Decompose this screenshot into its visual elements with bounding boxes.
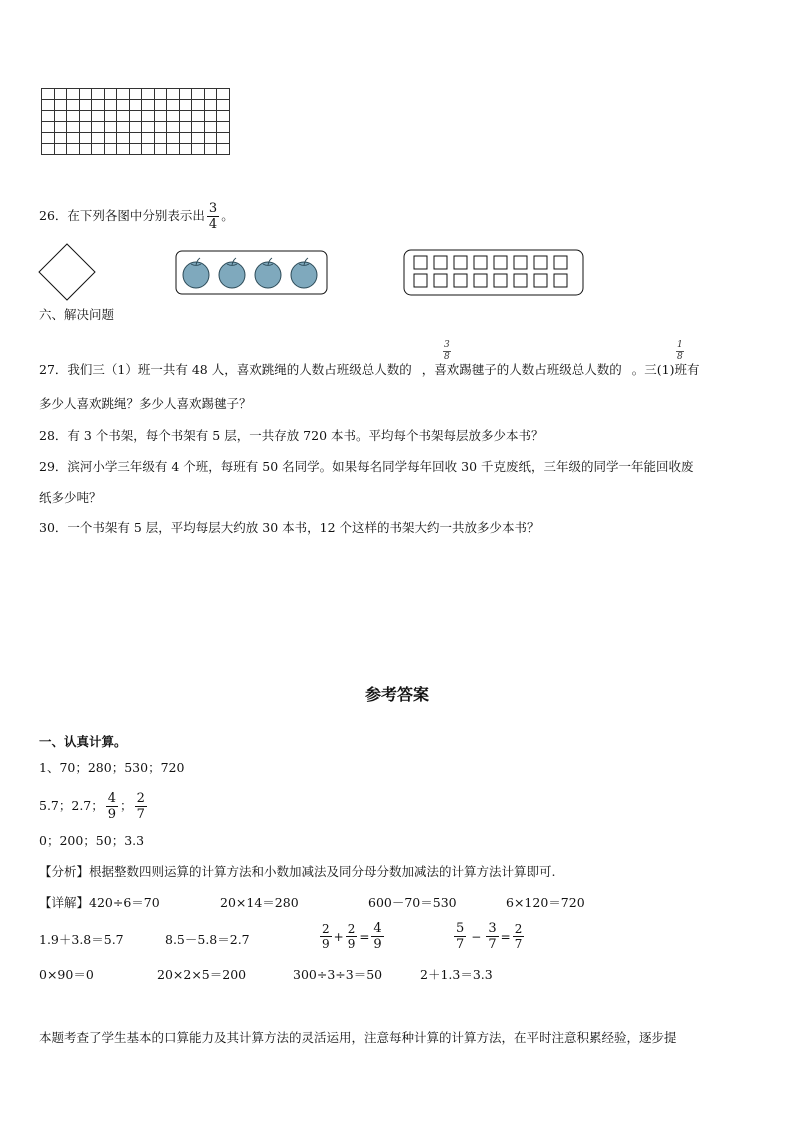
grid-cell bbox=[204, 111, 217, 122]
grid-cell bbox=[92, 100, 105, 111]
grid-cell bbox=[54, 144, 67, 155]
grid-cell bbox=[142, 144, 155, 155]
question-28: 28．有 3 个书架，每个书架有 5 层，一共存放 720 本书。平均每个书架每层放多少本书？ bbox=[39, 428, 544, 443]
grid-cell bbox=[54, 89, 67, 100]
small-square bbox=[514, 274, 527, 287]
small-square bbox=[494, 256, 507, 269]
apple-icon bbox=[291, 258, 317, 288]
grid-cell bbox=[154, 122, 167, 133]
grid-cell bbox=[129, 111, 142, 122]
fraction-equation-1: $\frac{2}{9}$ + $\frac{2}{9}$ = $\frac{4}{9}$ bbox=[322, 921, 382, 952]
grid-cell bbox=[167, 133, 180, 144]
grid-cell bbox=[217, 89, 230, 100]
equation: 6×120＝720 bbox=[506, 895, 585, 910]
grid-cell bbox=[179, 122, 192, 133]
answer-2: 5.7；2.7； $\frac{4}{9}$ ； $\frac{2}{7}$ bbox=[39, 791, 145, 822]
small-square bbox=[494, 274, 507, 287]
grid-cell bbox=[179, 111, 192, 122]
grid-cell bbox=[92, 144, 105, 155]
small-square bbox=[474, 256, 487, 269]
grid-cell bbox=[42, 89, 55, 100]
grid-cell bbox=[129, 89, 142, 100]
section-heading: 六、解决问题 bbox=[39, 307, 115, 322]
grid-cell bbox=[67, 122, 80, 133]
answers-title: 参考答案 bbox=[364, 685, 429, 704]
small-square bbox=[474, 274, 487, 287]
grid-cell bbox=[204, 144, 217, 155]
small-square bbox=[454, 256, 467, 269]
grid-cell bbox=[67, 100, 80, 111]
grid-cell bbox=[42, 111, 55, 122]
apple-icon bbox=[255, 258, 281, 288]
grid-cell bbox=[192, 111, 205, 122]
small-square bbox=[454, 274, 467, 287]
grid-cell bbox=[42, 122, 55, 133]
fraction-3-8: $\frac{3}{8}$ bbox=[444, 340, 450, 362]
grid-cell bbox=[79, 122, 92, 133]
grid-cell bbox=[192, 89, 205, 100]
grid-cell bbox=[117, 111, 130, 122]
grid-cell bbox=[117, 89, 130, 100]
question-26: 26．在下列各图中分别表示出 $\frac{3}{4}$ 。 bbox=[39, 201, 234, 232]
equation: 20×14＝280 bbox=[220, 895, 299, 910]
grid-cell bbox=[42, 100, 55, 111]
grid-cell bbox=[117, 122, 130, 133]
question-30: 30．一个书架有 5 层，平均每层大约放 30 本书，12 个这样的书架大约一共放多少本书？ bbox=[39, 520, 540, 535]
answer-3: 0；200；50；3.3 bbox=[39, 833, 145, 848]
answers-section-1: 一、认真计算。 bbox=[39, 734, 127, 749]
question-27-line1: 27．我们三（1）班一共有 48 人，喜欢跳绳的人数占班级总人数的 ，喜欢踢毽子的人数占班级总人数的 。三(1)班有 bbox=[39, 362, 700, 377]
grid-cell bbox=[142, 89, 155, 100]
small-square bbox=[534, 274, 547, 287]
grid-cell bbox=[117, 100, 130, 111]
grid-cell bbox=[104, 144, 117, 155]
grid-cell bbox=[104, 100, 117, 111]
small-square bbox=[514, 256, 527, 269]
apple-icon bbox=[219, 258, 245, 288]
small-square bbox=[554, 256, 567, 269]
grid-cell bbox=[129, 144, 142, 155]
equation: 20×2×5＝200 bbox=[157, 967, 247, 982]
grid-cell bbox=[79, 100, 92, 111]
squares-figure bbox=[403, 249, 585, 297]
small-square bbox=[434, 274, 447, 287]
grid-cell bbox=[42, 133, 55, 144]
summary: 本题考查了学生基本的口算能力及其计算方法的灵活运用，注意每种计算的计算方法，在平时注意积累经验，逐步提 bbox=[39, 1030, 677, 1045]
grid-cell bbox=[92, 111, 105, 122]
analysis: 【分析】根据整数四则运算的计算方法和小数加减法及同分母分数加减法的计算方法计算即可. bbox=[39, 864, 556, 879]
grid-cell bbox=[54, 100, 67, 111]
equation: 8.5－5.8＝2.7 bbox=[165, 932, 250, 947]
grid-cell bbox=[117, 133, 130, 144]
question-29-line2: 纸多少吨？ bbox=[39, 490, 102, 505]
grid-cell bbox=[92, 89, 105, 100]
small-square bbox=[534, 256, 547, 269]
grid-cell bbox=[104, 89, 117, 100]
grid-cell bbox=[167, 89, 180, 100]
grid-cell bbox=[67, 133, 80, 144]
grid-cell bbox=[154, 111, 167, 122]
grid-cell bbox=[92, 122, 105, 133]
small-square bbox=[434, 256, 447, 269]
small-square bbox=[414, 256, 427, 269]
small-square bbox=[414, 274, 427, 287]
equation: 0×90＝0 bbox=[39, 967, 94, 982]
grid-cell bbox=[154, 133, 167, 144]
grid-cell bbox=[192, 144, 205, 155]
grid-cell bbox=[179, 100, 192, 111]
grid-cell bbox=[192, 100, 205, 111]
grid-cell bbox=[142, 133, 155, 144]
apple-icon bbox=[183, 258, 209, 288]
grid-cell bbox=[67, 111, 80, 122]
grid-cell bbox=[167, 144, 180, 155]
grid-cell bbox=[167, 111, 180, 122]
grid-cell bbox=[129, 100, 142, 111]
grid-cell bbox=[67, 144, 80, 155]
grid-cell bbox=[154, 89, 167, 100]
square-grid bbox=[41, 88, 230, 155]
grid-cell bbox=[104, 122, 117, 133]
grid-cell bbox=[129, 122, 142, 133]
equation: 600－70＝530 bbox=[368, 895, 457, 910]
question-27-line2: 多少人喜欢跳绳？多少人喜欢踢毽子？ bbox=[39, 396, 252, 411]
grid-cell bbox=[79, 133, 92, 144]
apples-figure bbox=[175, 250, 329, 296]
grid-cell bbox=[117, 144, 130, 155]
diamond-figure bbox=[37, 242, 99, 304]
grid-cell bbox=[217, 100, 230, 111]
small-square bbox=[554, 274, 567, 287]
grid-cell bbox=[204, 133, 217, 144]
equation: 1.9＋3.8＝5.7 bbox=[39, 932, 124, 947]
grid-cell bbox=[217, 122, 230, 133]
grid-cell bbox=[104, 133, 117, 144]
fraction-equation-2: $\frac{5}{7}$ − $\frac{3}{7}$ = $\frac{2}{7}$ bbox=[456, 921, 523, 952]
grid-cell bbox=[142, 100, 155, 111]
grid-cell bbox=[154, 100, 167, 111]
grid-cell bbox=[192, 133, 205, 144]
grid-cell bbox=[79, 111, 92, 122]
grid-cell bbox=[217, 144, 230, 155]
grid-cell bbox=[92, 133, 105, 144]
grid-cell bbox=[204, 100, 217, 111]
grid-cell bbox=[167, 100, 180, 111]
answer-1: 1、70；280；530；720 bbox=[39, 760, 185, 775]
grid-cell bbox=[142, 111, 155, 122]
grid-cell bbox=[79, 89, 92, 100]
grid-cell bbox=[179, 89, 192, 100]
grid-cell bbox=[179, 144, 192, 155]
grid-cell bbox=[104, 111, 117, 122]
grid-cell bbox=[154, 144, 167, 155]
grid-cell bbox=[217, 133, 230, 144]
grid-cell bbox=[54, 111, 67, 122]
grid-cell bbox=[204, 89, 217, 100]
fraction-1-8: $\frac{1}{8}$ bbox=[677, 340, 683, 362]
equation: 2＋1.3＝3.3 bbox=[420, 967, 493, 982]
grid-cell bbox=[129, 133, 142, 144]
detail-label: 【详解】420÷6＝70 bbox=[39, 895, 160, 910]
grid-cell bbox=[142, 122, 155, 133]
grid-cell bbox=[179, 133, 192, 144]
grid-cell bbox=[204, 122, 217, 133]
grid-cell bbox=[167, 122, 180, 133]
grid-cell bbox=[42, 144, 55, 155]
question-29-line1: 29．滨河小学三年级有 4 个班，每班有 50 名同学。如果每名同学每年回收 30 千克废纸，三年级的同学一年能回收废 bbox=[39, 459, 694, 474]
equation: 300÷3÷3＝50 bbox=[293, 967, 383, 982]
grid-cell bbox=[67, 89, 80, 100]
grid-cell bbox=[79, 144, 92, 155]
grid-cell bbox=[192, 122, 205, 133]
grid-cell bbox=[217, 111, 230, 122]
grid-cell bbox=[54, 122, 67, 133]
grid-cell bbox=[54, 133, 67, 144]
